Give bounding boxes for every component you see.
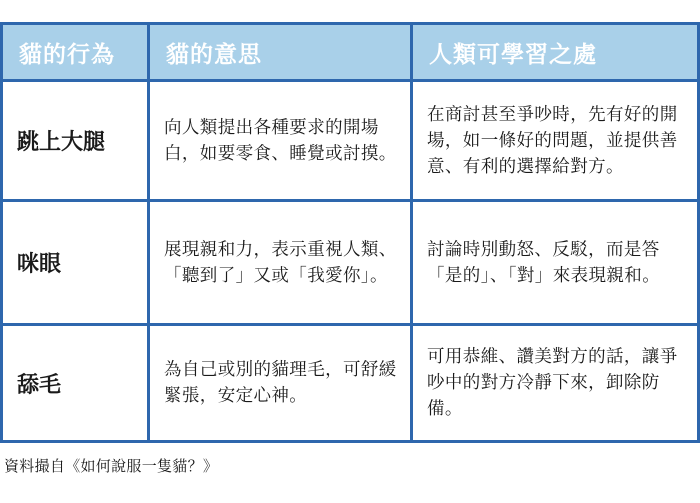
cat-behavior-table [0, 22, 700, 443]
row-3-behavior: 舔毛 [3, 326, 147, 440]
source-caption: 資料撮自《如何說服一隻貓？》 [4, 457, 219, 475]
row-1-lesson: 在商討甚至爭吵時，先有好的開場，如一條好的問題，並提供善意、有利的選擇給對方。 [413, 82, 697, 199]
row-2-meaning: 展現親和力，表示重視人類、「聽到了」又或「我愛你」。 [150, 202, 410, 323]
row-3-meaning: 為自己或別的貓理毛，可舒緩緊張，安定心神。 [150, 326, 410, 440]
row-1-behavior: 跳上大腿 [3, 82, 147, 199]
header-meaning: 貓的意思 [150, 25, 410, 79]
row-3-lesson: 可用恭維、讚美對方的話，讓爭吵中的對方冷靜下來，卸除防備。 [413, 326, 697, 440]
header-behavior: 貓的行為 [3, 25, 147, 79]
row-2-behavior: 咪眼 [3, 202, 147, 323]
row-1-meaning: 向人類提出各種要求的開場白，如要零食、睡覺或討摸。 [150, 82, 410, 199]
header-lesson: 人類可學習之處 [413, 25, 697, 79]
row-2-lesson: 討論時別動怒、反駁，而是答「是的」、「對」來表現親和。 [413, 202, 697, 323]
